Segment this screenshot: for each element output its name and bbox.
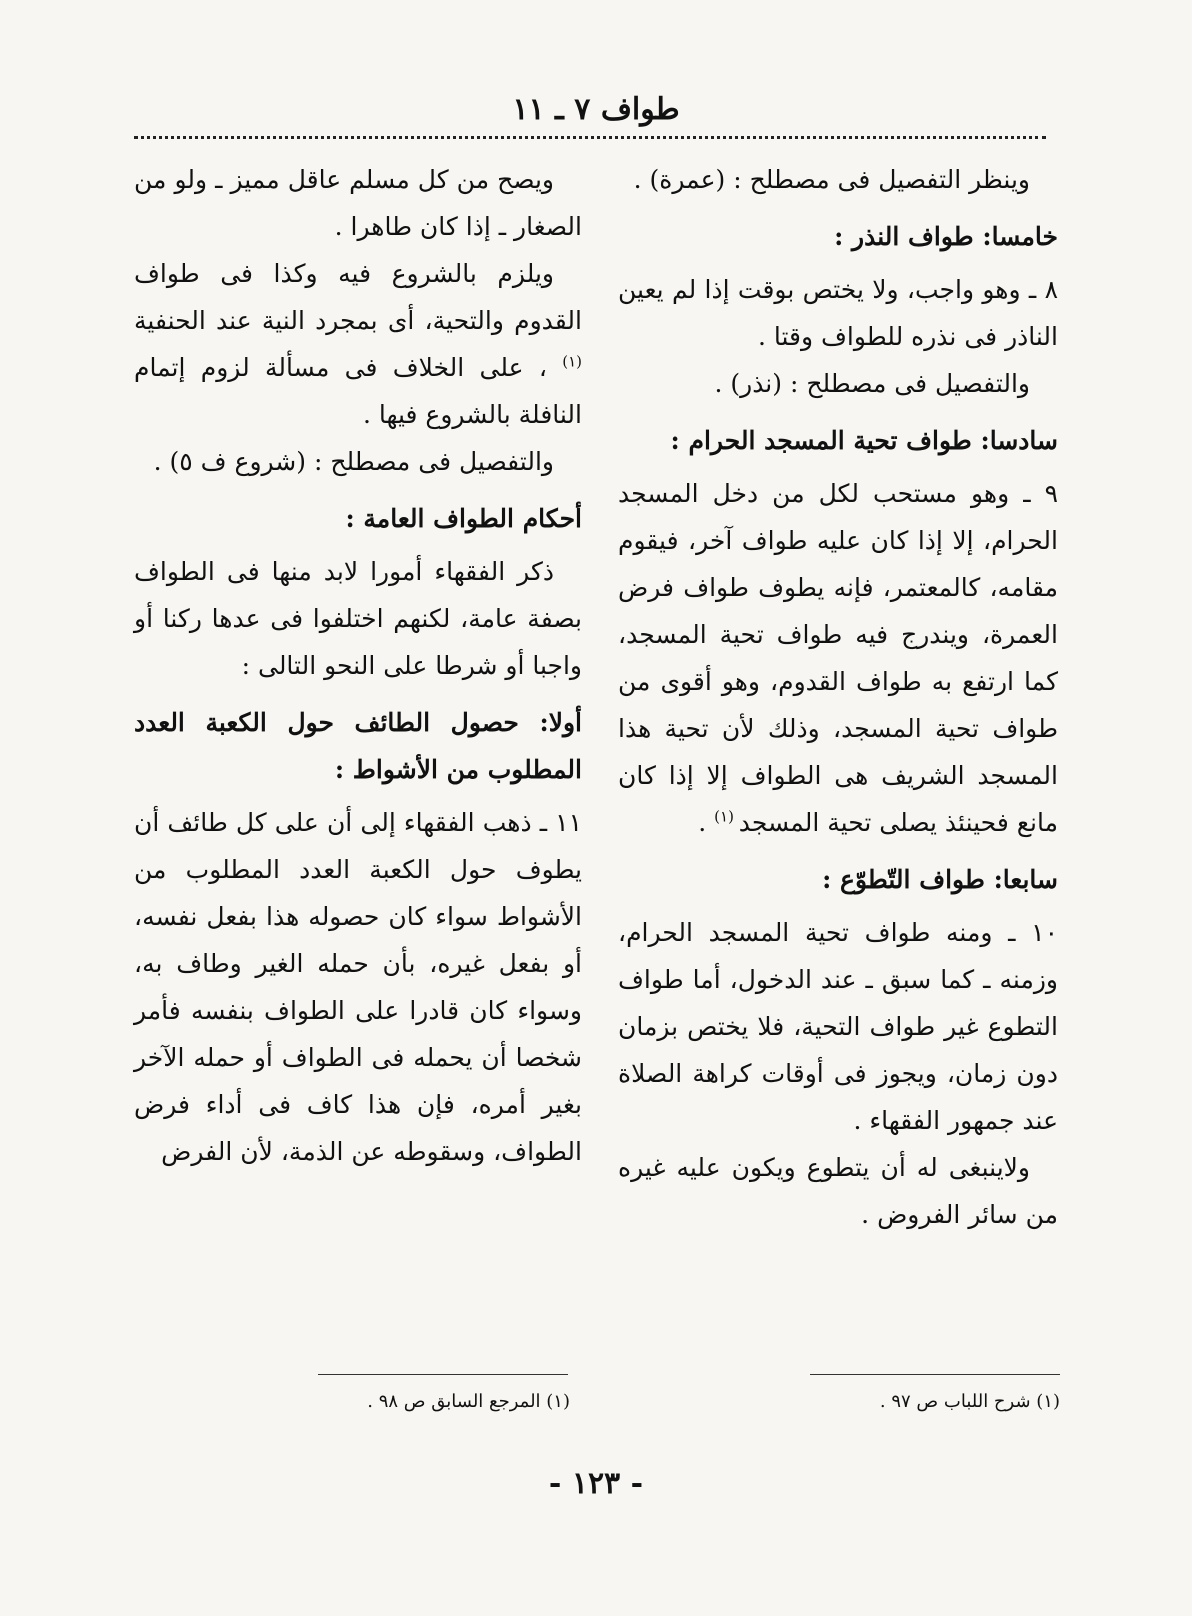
paragraph-text: سادسا: طواف تحية المسجد الحرام : [670,426,1058,455]
footnote-rule-right [810,1374,1060,1375]
section-heading [134,699,582,793]
header-dotted-rule [134,136,1046,139]
paragraph [618,156,1058,203]
section-heading [618,856,1058,903]
paragraph [618,1144,1058,1238]
footnote-marker: (١) [562,352,582,371]
paragraph-text: أولا: حصول الطائف حول الكعبة العدد المطلوب من الأشواط : [134,708,582,784]
paragraph [618,266,1058,360]
paragraph [618,470,1058,846]
paragraph-text: ولاينبغى له أن يتطوع ويكون عليه غيره من سائر الفروض . [618,1153,1058,1229]
footnote-right: (١) شرح اللباب ص ٩٧ . [879,1391,1060,1412]
paragraph-tail: ، على الخلاف فى مسألة لزوم إتمام النافلة بالشروع فيها . [134,353,582,429]
paragraph-text: خامسا: طواف النذر : [834,222,1058,251]
paragraph-text: ٩ ـ وهو مستحب لكل من دخل المسجد الحرام، إلا إذا كان عليه طواف آخر، فيقوم مقامه، كالمعتمر، فإنه يطوف طواف فرض العمرة، ويندرج فيه طواف تحية المسجد، كما ارتفع به طواف القدوم، وهو أقوى من طواف تحية المسجد، وذلك لأن تحية هذا المسجد الشريف هى الطواف إلا إذا كان مانع فحينئذ يصلى تحية المسجد [618,479,1058,837]
running-header: طواف ٧ ـ ١١ [512,92,680,127]
paragraph-text: والتفصيل فى مصطلح : (شروع ف ٥) . [153,447,554,476]
paragraph-text: والتفصيل فى مصطلح : (نذر) . [714,369,1030,398]
section-heading [618,213,1058,260]
paragraph-text: أحكام الطواف العامة : [345,504,582,533]
paragraph [134,548,582,689]
paragraph [134,250,582,438]
left-column [134,156,582,1175]
paragraph [134,156,582,250]
paragraph-text: وينظر التفصيل فى مصطلح : (عمرة) . [633,165,1030,194]
footnote-left: (١) المرجع السابق ص ٩٨ . [367,1391,570,1412]
right-column [618,156,1058,1238]
paragraph-text: سابعا: طواف التّطوّع : [822,865,1058,894]
section-heading [618,417,1058,464]
footnote-rule-left [318,1374,568,1375]
paragraph-text: ويصح من كل مسلم عاقل مميز ـ ولو من الصغار ـ إذا كان طاهرا . [134,165,582,241]
paragraph-text: ويلزم بالشروع فيه وكذا فى طواف القدوم والتحية، أى بمجرد النية عند الحنفية [134,259,582,335]
paragraph [134,799,582,1175]
paragraph [618,909,1058,1144]
paragraph-text: ١١ ـ ذهب الفقهاء إلى أن على كل طائف أن يطوف حول الكعبة العدد المطلوب من الأشواط سواء كان حصوله هذا بفعل نفسه، أو بفعل غيره، بأن حمله الغير وطاف به، وسواء كان قادرا على الطواف بنفسه فأمر شخصا أن يحمله فى الطواف أو حمله الآخر بغير أمره، فإن هذا كاف فى أداء فرض الطواف، وسقوطه عن الذمة، لأن الفرض [134,808,582,1166]
paragraph-text: ذكر الفقهاء أمورا لابد منها فى الطواف بصفة عامة، لكنهم اختلفوا فى عدها ركنا أو واجبا أو شرطا على النحو التالى : [134,557,582,680]
paragraph-tail: . [698,808,715,837]
section-heading [134,495,582,542]
footnote-marker: (١) [714,807,739,826]
paragraph-text: ٨ ـ وهو واجب، ولا يختص بوقت إذا لم يعين الناذر فى نذره للطواف وقتا . [618,275,1058,351]
paragraph-text: ١٠ ـ ومنه طواف تحية المسجد الحرام، وزمنه ـ كما سبق ـ عند الدخول، أما طواف التطوع غير طواف التحية، فلا يختص بزمان دون زمان، ويجوز فى أوقات كراهة الصلاة عند جمهور الفقهاء . [618,918,1058,1135]
page-number: - ١٢٣ - [548,1466,644,1501]
paragraph [134,438,582,485]
paragraph [618,360,1058,407]
